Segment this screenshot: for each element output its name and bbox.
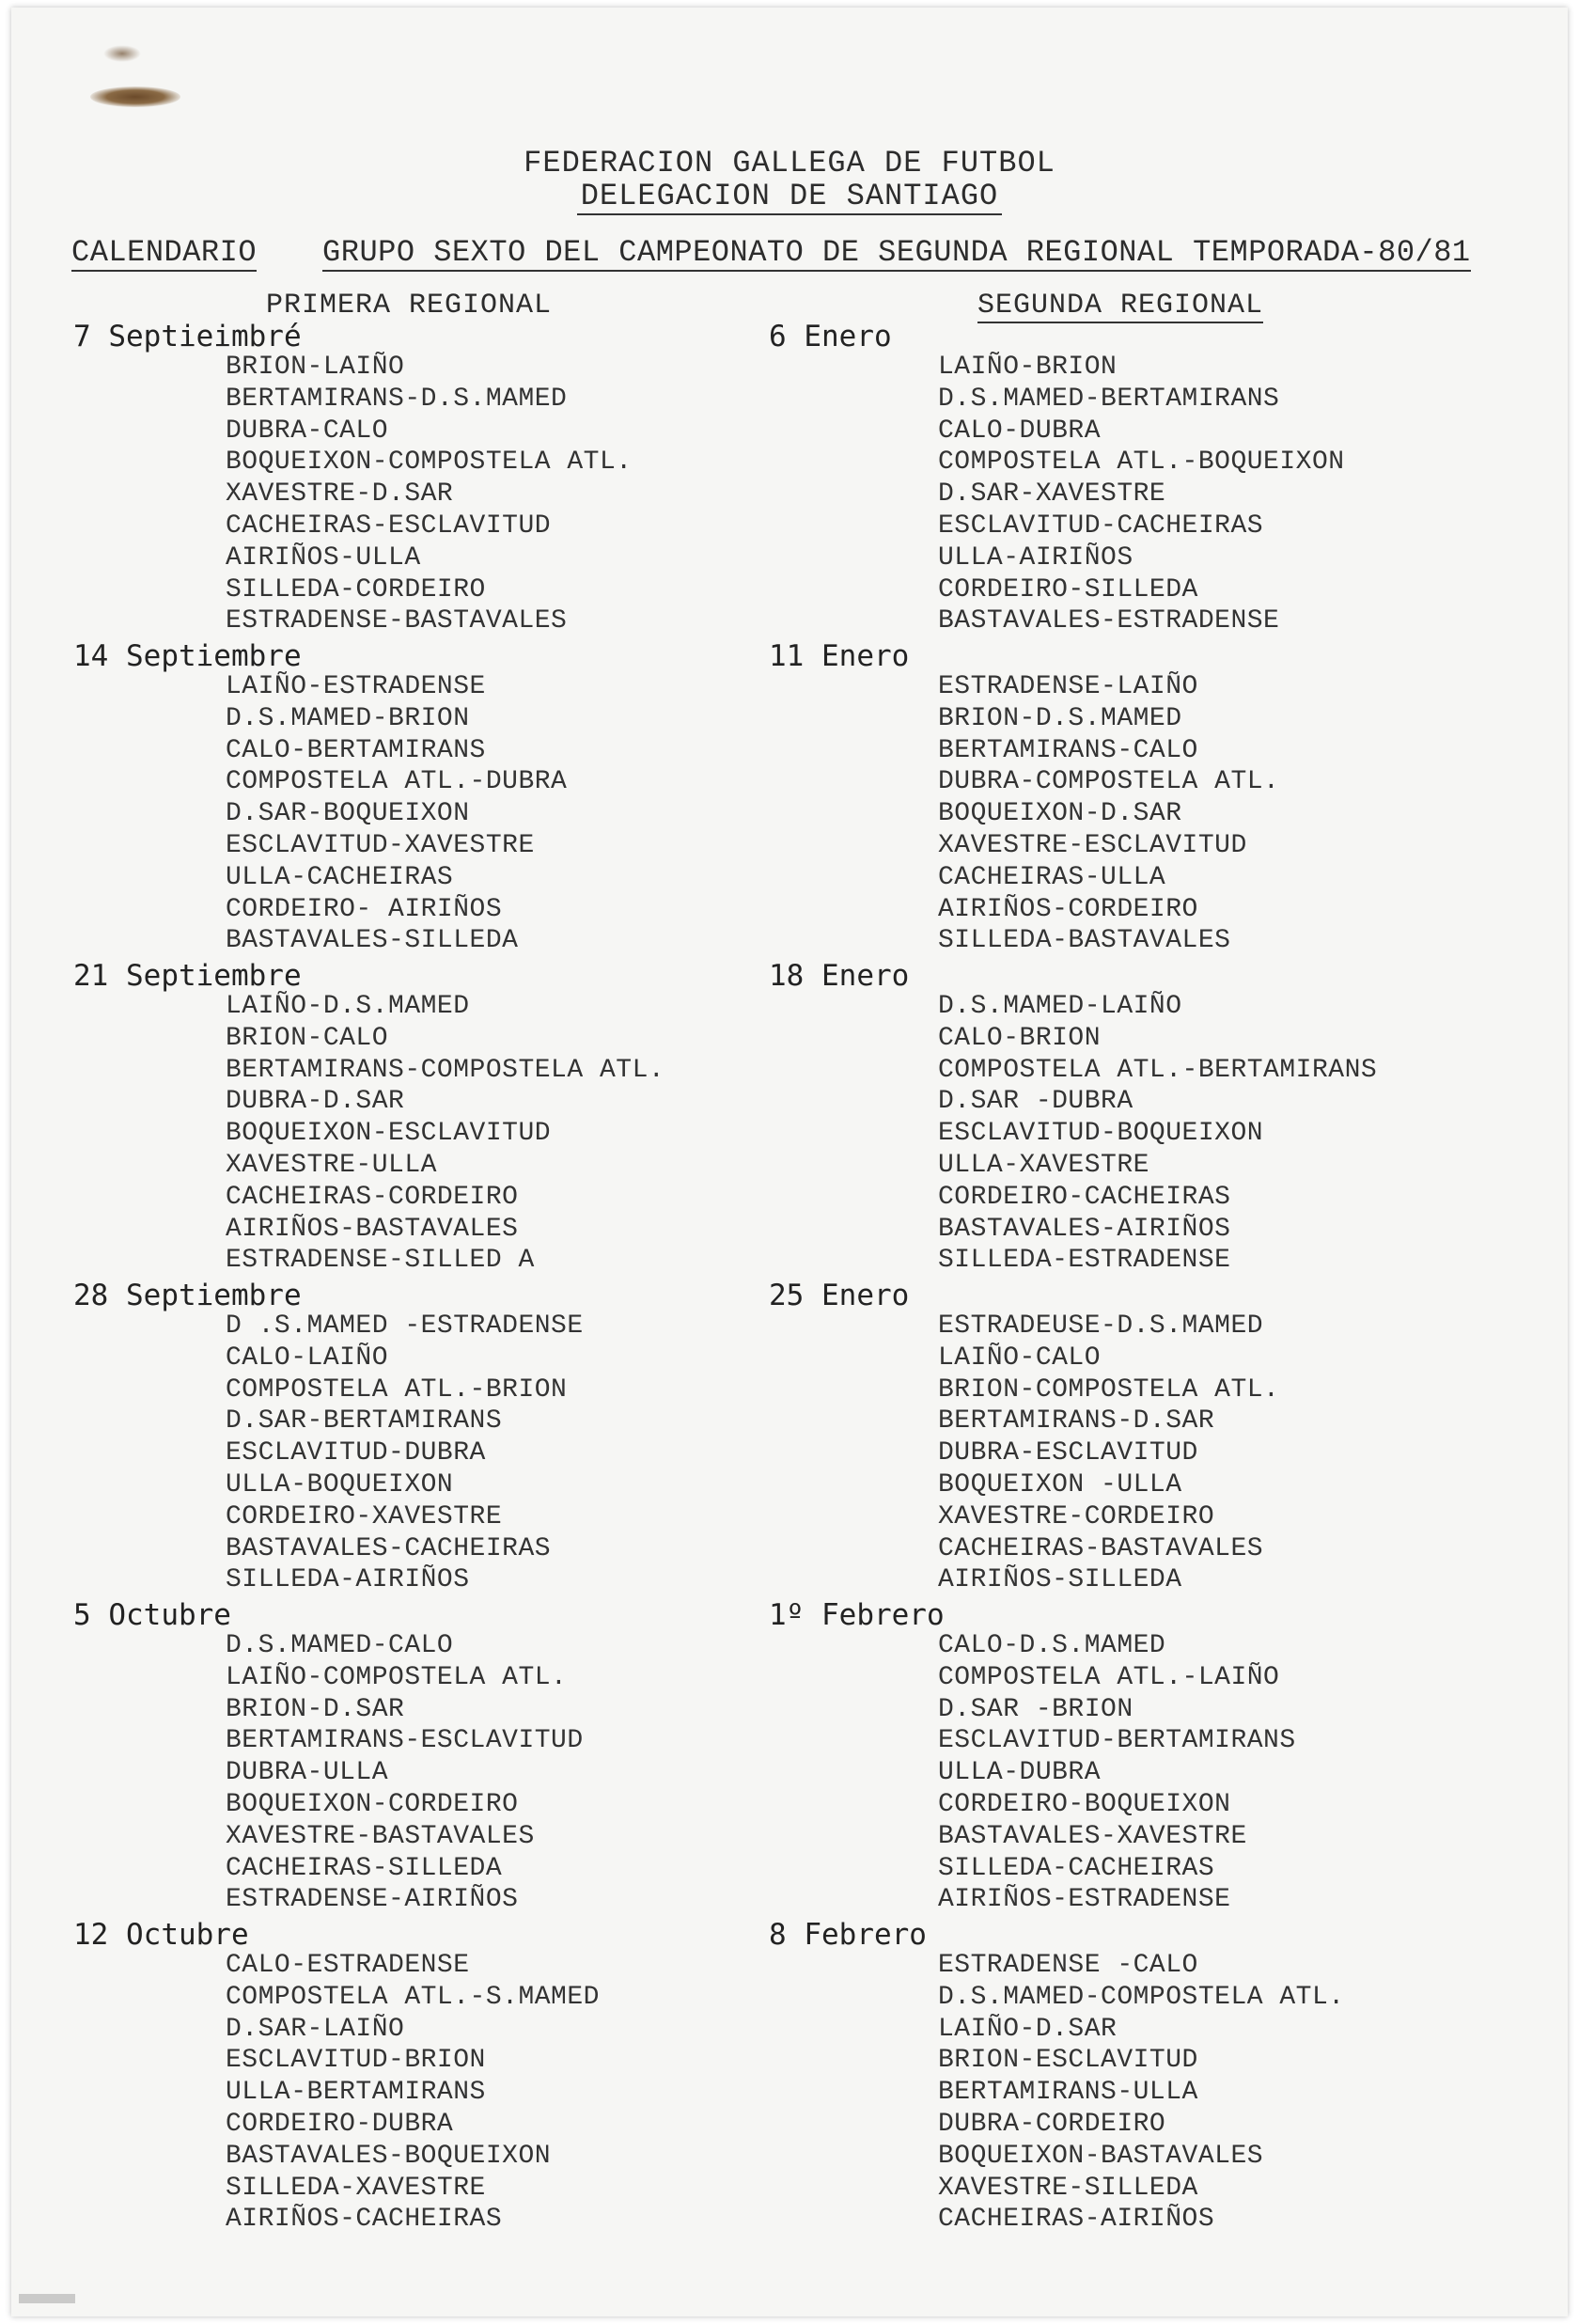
- match-item: BRION-COMPOSTELA ATL.: [938, 1374, 1280, 1405]
- match-item: SILLEDA-BASTAVALES: [938, 926, 1231, 956]
- match-list: [938, 991, 1377, 1277]
- match-item: BOQUEIXON-COMPOSTELA ATL.: [226, 448, 633, 478]
- round-block: [0, 959, 714, 1279]
- match-item: LAIÑO-ESTRADENSE: [226, 672, 486, 701]
- round-date: 12 Octubre: [73, 1918, 249, 1952]
- match-item: COMPOSTELA ATL.-BOQUEIXON: [938, 448, 1345, 478]
- match-item: CALO-LAIÑO: [226, 1343, 389, 1373]
- match-item: CORDEIRO- AIRIÑOS: [226, 894, 503, 924]
- match-item: BASTAVALES-SILLEDA: [226, 926, 519, 956]
- match-item: ESTRADENSE-SILLED A: [226, 1246, 535, 1276]
- match-item: ULLA-XAVESTRE: [938, 1150, 1149, 1180]
- match-item: BRION-ESCLAVITUD: [938, 2046, 1198, 2076]
- round-block: [0, 320, 714, 639]
- round-block: [743, 1918, 1457, 2238]
- match-list: [938, 1950, 1345, 2236]
- match-item: BERTAMIRANS-D.SAR: [938, 1406, 1215, 1437]
- match-item: SILLEDA-AIRIÑOS: [226, 1565, 470, 1595]
- round-date: 6 Enero: [769, 320, 892, 353]
- match-item: CORDEIRO-DUBRA: [226, 2109, 454, 2139]
- match-item: XAVESTRE-CORDEIRO: [938, 1501, 1215, 1531]
- round-block: [0, 639, 714, 959]
- match-item: SILLEDA-ESTRADENSE: [938, 1246, 1231, 1276]
- match-item: ULLA-CACHEIRAS: [226, 862, 454, 892]
- match-item: ESCLAVITUD-BOQUEIXON: [938, 1119, 1264, 1149]
- match-item: BRION-D.SAR: [226, 1694, 405, 1724]
- match-item: COMPOSTELA ATL.-S.MAMED: [226, 1982, 600, 2012]
- match-item: XAVESTRE-ESCLAVITUD: [938, 830, 1247, 860]
- round-block: [743, 1279, 1457, 1598]
- match-item: BRION-LAIÑO: [226, 353, 405, 382]
- round-block: [743, 959, 1457, 1279]
- match-list: [226, 1950, 600, 2236]
- match-item: BRION-D.S.MAMED: [938, 703, 1182, 733]
- match-item: BOQUEIXON -ULLA: [938, 1469, 1182, 1500]
- match-item: DUBRA-ULLA: [226, 1758, 389, 1788]
- match-item: COMPOSTELA ATL.-DUBRA: [226, 767, 568, 797]
- match-item: LAIÑO-D.SAR: [938, 2014, 1118, 2044]
- match-list: [226, 1311, 584, 1596]
- round-block: [743, 1598, 1457, 1918]
- match-item: DUBRA-D.SAR: [226, 1087, 405, 1117]
- match-item: DUBRA-ESCLAVITUD: [938, 1438, 1198, 1468]
- match-item: BERTAMIRANS-ULLA: [938, 2078, 1198, 2108]
- match-item: XAVESTRE-D.SAR: [226, 479, 454, 510]
- match-item: LAIÑO-COMPOSTELA ATL.: [226, 1662, 568, 1692]
- match-item: AIRIÑOS-BASTAVALES: [226, 1214, 519, 1244]
- match-item: ESTRADENSE-AIRIÑOS: [226, 1885, 519, 1915]
- match-item: DUBRA-COMPOSTELA ATL.: [938, 767, 1280, 797]
- match-list: [226, 352, 633, 637]
- match-item: BERTAMIRANS-D.S.MAMED: [226, 384, 568, 414]
- match-item: COMPOSTELA ATL.-BERTAMIRANS: [938, 1055, 1378, 1085]
- match-item: CALO-D.S.MAMED: [938, 1631, 1166, 1660]
- match-item: CACHEIRAS-SILLEDA: [226, 1853, 503, 1883]
- match-item: CACHEIRAS-ULLA: [938, 862, 1166, 892]
- match-item: BERTAMIRANS-COMPOSTELA ATL.: [226, 1055, 665, 1085]
- match-item: D .S.MAMED -ESTRADENSE: [226, 1311, 584, 1341]
- match-item: D.S.MAMED-COMPOSTELA ATL.: [938, 1982, 1345, 2012]
- match-item: CACHEIRAS-BASTAVALES: [938, 1533, 1264, 1563]
- match-item: XAVESTRE-ULLA: [226, 1150, 437, 1180]
- round-date: 14 Septiembre: [73, 639, 302, 673]
- match-item: XAVESTRE-SILLEDA: [938, 2173, 1198, 2203]
- match-item: ULLA-DUBRA: [938, 1758, 1102, 1788]
- match-item: ULLA-BERTAMIRANS: [226, 2078, 486, 2108]
- match-item: BERTAMIRANS-CALO: [938, 735, 1198, 765]
- match-item: D.S.MAMED-LAIÑO: [938, 992, 1182, 1021]
- match-item: D.S.MAMED-BERTAMIRANS: [938, 384, 1280, 414]
- match-item: D.S.MAMED-CALO: [226, 1631, 454, 1660]
- delegation-title: DELEGACION DE SANTIAGO: [0, 179, 1579, 213]
- calendar-label: CALENDARIO: [71, 235, 258, 270]
- match-item: ESCLAVITUD-CACHEIRAS: [938, 510, 1264, 541]
- round-block: [743, 320, 1457, 639]
- match-item: CALO-ESTRADENSE: [226, 1951, 470, 1980]
- match-item: LAIÑO-BRION: [938, 353, 1118, 382]
- match-item: XAVESTRE-BASTAVALES: [226, 1821, 535, 1851]
- match-item: AIRIÑOS-ESTRADENSE: [938, 1885, 1231, 1915]
- match-item: SILLEDA-XAVESTRE: [226, 2173, 486, 2203]
- round-date: 1º Febrero: [769, 1598, 945, 1632]
- match-item: BASTAVALES-ESTRADENSE: [938, 606, 1280, 636]
- primera-regional-title: PRIMERA REGIONAL: [266, 290, 553, 322]
- match-item: LAIÑO-D.S.MAMED: [226, 992, 470, 1021]
- match-list: [938, 671, 1279, 957]
- match-list: [938, 352, 1345, 637]
- match-item: CORDEIRO-XAVESTRE: [226, 1501, 503, 1531]
- match-item: D.SAR-BOQUEIXON: [226, 799, 470, 829]
- match-item: AIRIÑOS-CACHEIRAS: [226, 2205, 503, 2235]
- match-item: BASTAVALES-BOQUEIXON: [226, 2141, 552, 2171]
- match-item: D.SAR-XAVESTRE: [938, 479, 1166, 510]
- match-item: ESTRADEUSE-D.S.MAMED: [938, 1311, 1264, 1341]
- match-item: ULLA-BOQUEIXON: [226, 1469, 454, 1500]
- round-date: 11 Enero: [769, 639, 910, 673]
- match-item: DUBRA-CALO: [226, 416, 389, 446]
- match-item: BOQUEIXON-ESCLAVITUD: [226, 1119, 552, 1149]
- match-item: D.S.MAMED-BRION: [226, 703, 470, 733]
- round-block: [0, 1918, 714, 2238]
- match-item: AIRIÑOS-ULLA: [226, 542, 421, 573]
- calendar-description: GRUPO SEXTO DEL CAMPEONATO DE SEGUNDA REGIONAL TEMPORADA-80/81: [322, 235, 1471, 270]
- left-column: [0, 320, 714, 2238]
- match-list: [938, 1630, 1296, 1916]
- match-item: D.SAR-LAIÑO: [226, 2014, 405, 2044]
- match-item: COMPOSTELA ATL.-LAIÑO: [938, 1662, 1280, 1692]
- round-block: [0, 1598, 714, 1918]
- paper-stain: [90, 86, 180, 107]
- round-date: 18 Enero: [769, 959, 910, 993]
- round-date: 21 Septiembre: [73, 959, 302, 993]
- match-item: CALO-BERTAMIRANS: [226, 735, 486, 765]
- right-column: [743, 320, 1457, 2238]
- match-item: CORDEIRO-BOQUEIXON: [938, 1789, 1231, 1819]
- match-item: ULLA-AIRIÑOS: [938, 542, 1133, 573]
- match-item: LAIÑO-CALO: [938, 1343, 1102, 1373]
- match-item: SILLEDA-CORDEIRO: [226, 574, 486, 605]
- match-item: BRION-CALO: [226, 1023, 389, 1053]
- round-block: [0, 1279, 714, 1598]
- federation-title: FEDERACION GALLEGA DE FUTBOL: [524, 146, 1055, 181]
- match-list: [938, 1311, 1279, 1596]
- round-date: 8 Febrero: [769, 1918, 927, 1952]
- match-item: BERTAMIRANS-ESCLAVITUD: [226, 1726, 584, 1756]
- match-item: SILLEDA-CACHEIRAS: [938, 1853, 1215, 1883]
- match-item: CACHEIRAS-CORDEIRO: [226, 1182, 519, 1212]
- segunda-regional-title: SEGUNDA REGIONAL: [977, 290, 1264, 322]
- round-date: 25 Enero: [769, 1279, 910, 1312]
- round-date: 7 Septieimbré: [73, 320, 302, 353]
- calendar-heading: [71, 235, 1491, 270]
- match-item: D.SAR-BERTAMIRANS: [226, 1406, 503, 1437]
- match-item: ESTRADENSE-BASTAVALES: [226, 606, 568, 636]
- paper-stain: [103, 45, 141, 62]
- match-item: CALO-BRION: [938, 1023, 1102, 1053]
- scan-mark: [19, 2294, 75, 2303]
- match-item: CALO-DUBRA: [938, 416, 1102, 446]
- round-date: 5 Octubre: [73, 1598, 231, 1632]
- match-item: ESCLAVITUD-BRION: [226, 2046, 486, 2076]
- round-date: 28 Septiembre: [73, 1279, 302, 1312]
- match-list: [226, 991, 664, 1277]
- match-item: D.SAR -BRION: [938, 1694, 1133, 1724]
- match-item: BASTAVALES-CACHEIRAS: [226, 1533, 552, 1563]
- match-item: DUBRA-CORDEIRO: [938, 2109, 1166, 2139]
- match-item: BOQUEIXON-BASTAVALES: [938, 2141, 1264, 2171]
- match-item: ESTRADENSE -CALO: [938, 1951, 1198, 1980]
- match-item: ESCLAVITUD-XAVESTRE: [226, 830, 535, 860]
- match-item: CORDEIRO-SILLEDA: [938, 574, 1198, 605]
- match-item: CORDEIRO-CACHEIRAS: [938, 1182, 1231, 1212]
- match-item: ESCLAVITUD-BERTAMIRANS: [938, 1726, 1296, 1756]
- match-item: CACHEIRAS-ESCLAVITUD: [226, 510, 552, 541]
- match-item: BOQUEIXON-CORDEIRO: [226, 1789, 519, 1819]
- match-item: COMPOSTELA ATL.-BRION: [226, 1374, 568, 1405]
- match-item: ESCLAVITUD-DUBRA: [226, 1438, 486, 1468]
- match-item: BASTAVALES-AIRIÑOS: [938, 1214, 1231, 1244]
- match-item: AIRIÑOS-SILLEDA: [938, 1565, 1182, 1595]
- round-block: [743, 639, 1457, 959]
- match-list: [226, 1630, 584, 1916]
- match-list: [226, 671, 567, 957]
- match-item: CACHEIRAS-AIRIÑOS: [938, 2205, 1215, 2235]
- match-item: BASTAVALES-XAVESTRE: [938, 1821, 1247, 1851]
- match-item: AIRIÑOS-CORDEIRO: [938, 894, 1198, 924]
- match-item: BOQUEIXON-D.SAR: [938, 799, 1182, 829]
- match-item: ESTRADENSE-LAIÑO: [938, 672, 1198, 701]
- match-item: D.SAR -DUBRA: [938, 1087, 1133, 1117]
